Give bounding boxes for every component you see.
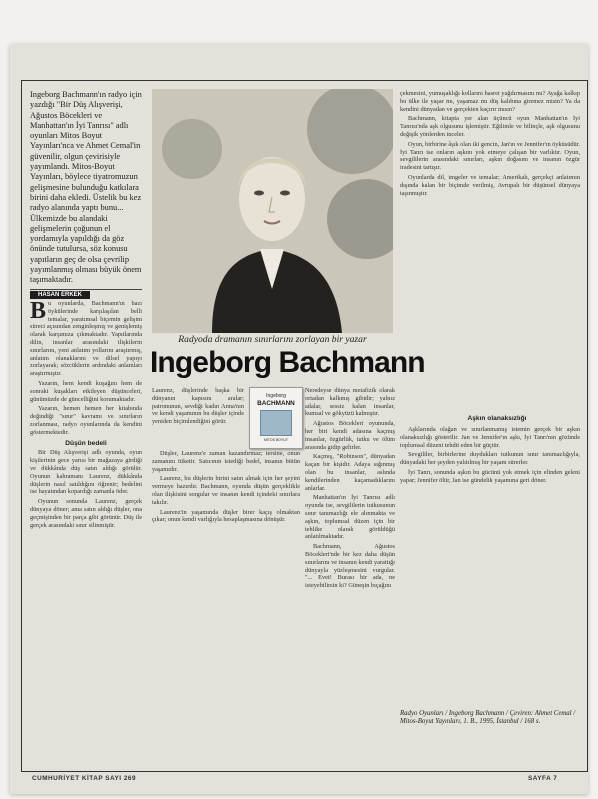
column-1 xyxy=(30,300,142,770)
col4-paragraph: Bachmann, kitapta yer alan üçüncü oyun Manhattan'ın İyi Tanrısı'nda aşk olgusunu işlemiştir. Eğilimle ve bilinçle, aşk olgusunu değişik yönlerden inceler. xyxy=(400,115,580,138)
col3-paragraph: Neredeyse dünya metafizik olarak ortadan kalkmış gibidir; yalnız adalar, sessiz kalan insanlar, kumsal ve gökyüzü kalmıştır. xyxy=(305,387,395,418)
col4-subheading: Aşkın olanaksızlığı xyxy=(467,415,527,422)
book-publisher: MİTOS BOYUT xyxy=(263,438,289,442)
col4-paragraph: İyi Tanrı, sonunda aşkın bu gücünü yok etmek için elinden geleni yapar; Jennifer ölür, Jan ise gündelik yaşamına geri döner. xyxy=(400,468,580,484)
col1-paragraph: Yazarın, hemen hemen her kitabında değindiği "sınır" kavramı ve sınırların zorlanması, radyo oyunlarında da kendini göstermektedir. xyxy=(30,405,142,436)
col2-paragraph: Laurenz, düşlerinde başka bir dünyanın kapısını aralar; patronunun, sevdiği kadın Anna'nın ve kendi yaşamının bu düşler içinde yeniden biçimlendiğini görür. xyxy=(152,387,244,426)
column-2 xyxy=(152,450,300,770)
author-photo xyxy=(152,89,393,333)
col1-paragraph: Yazarın, hem kendi kuşağını hem de sonraki kuşakları etkileyen düşünceleri, günümüzde de güncelliğini korumaktadır. xyxy=(30,379,142,403)
col3-paragraph: Bachmann, Ağustos Böcekleri'nde bir kez daha düşün sınırlarını ve insanın kendi yarattığı dünyayla yüzleşmesini vurgular. "... Evet! Burası bir ada, ne isteyebilirsin ki? Güneşin bıçağını xyxy=(305,543,395,590)
col1-paragraph: Bir Düş Alışverişi adlı oyunda, oyun kişilerinin gece yarısı bir mağazaya girdiği ve dükkânda düş satın aldığı görülür. Oyunun kahramanı Laurenz, dükkânda düşlerin nasıl satıldığını öğrenir; bedelini ise hayatından kopardığı zamanla öder. xyxy=(30,449,142,496)
col4-paragraph: Oyun, birbirine âşık olan iki gencin, Jan'ın ve Jennifer'ın öyküsüdür. İyi Tanrı ise onların aşkını yok etmeye çalışan bir varlıktır. Oyun, sevgililerin arasındaki sınırları, aşkın doğasını ve insanın özgür iradesini tartışır. xyxy=(400,140,580,172)
photo-caption: Radyoda dramanın sınırlarını zorlayan bir yazar xyxy=(178,334,367,345)
article-title: Ingeborg Bachmann xyxy=(150,346,425,379)
footer-page-number: SAYFA 7 xyxy=(528,775,558,782)
book-cover-art xyxy=(260,410,292,436)
col3-paragraph: Ağustos Böcekleri oyununda, her biri kendi adasına kaçmış insanlar, özgürlük, tutku ve ölüm arasında gidip gelirler. xyxy=(305,420,395,451)
col1-paragraph: Oyunun sonunda Laurenz, gerçek dünyaya döner; ama satın aldığı düşler, ona geçmişinden bir parça gibi görünür. Düş ile gerçek arasındaki sınır silinmiştir. xyxy=(30,498,142,529)
footer-publication: CUMHURİYET KİTAP SAYI 269 xyxy=(32,775,137,782)
col2-paragraph: Laurenz, bu düşlerin birini satın almak için her şeyini vermeye hazırdır. Bachmann, oyunda düşün gerçeklikle olan ilişkisini sorgular ve insanın kendi içindeki sınırlara takılır. xyxy=(152,475,300,506)
col4-paragraph: Sevgililer, birbirlerine duydukları tutkunun sınır tanımazlığıyla, dünyadaki her şeyden yalıtılmış bir yaşam sürerler. xyxy=(400,451,580,467)
col3-paragraph: Manhattan'ın İyi Tanrısı adlı oyunda ise, sevgililerin tutkusunun sınır tanımazlığı ele alınmakta ve aşkın, toplumsal düzen için bir tehlike olarak görüldüğü anlatılmaktadır. xyxy=(305,494,395,541)
col1-first-paragraph: Bu oyunlarda, Bachmann'ın bazı öykülerinde karşılaşılan belli temalar, yaratımsal biçemin gelişim süreci açısından zenginleşmiş ve genişlemiş olarak karşımıza çıkmaktadır. Yapıtlarında dilin, insanlar arasındaki ilişkilerin sınırlarını, yeni anlatım yollarını araştırmış, anlatım olanaklarını ve dilsel yapıyı zorlayarak; sözcüklerin ardındaki anlamları araştırmıştır. xyxy=(30,300,142,378)
col1-subheading: Düşün bedeli xyxy=(65,439,107,447)
col2-paragraph: Laurenz'in yaşamında düşler birer kaçış olmaktan çıkar; onun kendi varlığıyla hesaplaşmasına dönüşür. xyxy=(152,508,300,524)
col3-paragraph: Kaçmış, "Robinson", dünyadan kaçan bir kişidir. Adaya sığınmış olan bu insanlar, aslında kendilerinden kaçamadıklarını anlarlar. xyxy=(305,453,395,492)
column-2-top xyxy=(152,387,244,447)
col4-paragraph: Oyunlarda dil, imgeler ve temalar; Amerikalı, gerçekçi anlatımın dışında kalan bir biçimde verilmiş, Avrupalı bir düşünsel dünyaya taşınmıştır. xyxy=(400,173,580,197)
author-portrait-image xyxy=(152,89,393,333)
column-3 xyxy=(305,387,395,770)
col4-paragraph: Aşklarında olağan ve sınırlanmamış istemin gerçek bir aşkın olanaksızlığı gösterilir. Jan ve Jennifer'ın aşkı, İyi Tanrı'nın gözünde toplumsal düzeni tehdit eden bir güçtür. xyxy=(400,426,580,449)
col2-paragraph: Düşler, Laurenz'e zaman kazandırmaz; tersine, onun zamanını tüketir. Satıcının istediği bedel, insanın bütün yaşamıdır. xyxy=(152,450,300,473)
column-4 xyxy=(400,90,580,412)
book-cover xyxy=(249,387,303,449)
book-title: BACHMANN xyxy=(257,400,295,407)
column-4-lower xyxy=(400,426,580,706)
drop-cap: B xyxy=(30,300,47,324)
book-author: Ingeborg xyxy=(266,393,286,399)
col4-paragraph: çekmesini, yumuşaklığı kollarını hasret yağdırmasını mı? Ayağa kalkıp bu ülke ile yaşar mı, yaşamaz mı düş kalıbına giremez misin? Ya da kendini dünyadan ve gerçekten kaçırır mısın? xyxy=(400,90,580,113)
lede-text: Ingeborg Bachmann'ın radyo için yazdığı "Bir Düş Alışverişi, Ağustos Böcekleri ve Manhattan'ın İyi Tanrısı" adlı oyunları Mitos Boyut Yayınları'nca ve Ahmet Cemal'in güvenilir, olgun çevirisiyle yayımlandı. Mitos-Boyut Yayınları, böylece tiyatromuzun gelişmesine bulunduğu katkılara birini daha ekledi. Üstelik bu kez radyo alanında yaptı bunu... Ülkemizde bu alandaki gelişmelerin çoğunun el yordamıyla yapıldığı da göz önünde tutulursa, söz konusu yapıtların geç de olsa çevrilip yayımlanmış olması büyük önem taşımaktadır. xyxy=(30,90,142,285)
book-credit: Radyo Oyunları / Ingeborg Bachmann / Çeviren: Ahmet Cemal / Mitos-Boyut Yayınları, 1. B., 1995, İstanbul / 168 s. xyxy=(400,710,576,726)
lede-divider xyxy=(30,289,142,290)
byline-badge: HASAN ERKEK xyxy=(30,291,90,299)
